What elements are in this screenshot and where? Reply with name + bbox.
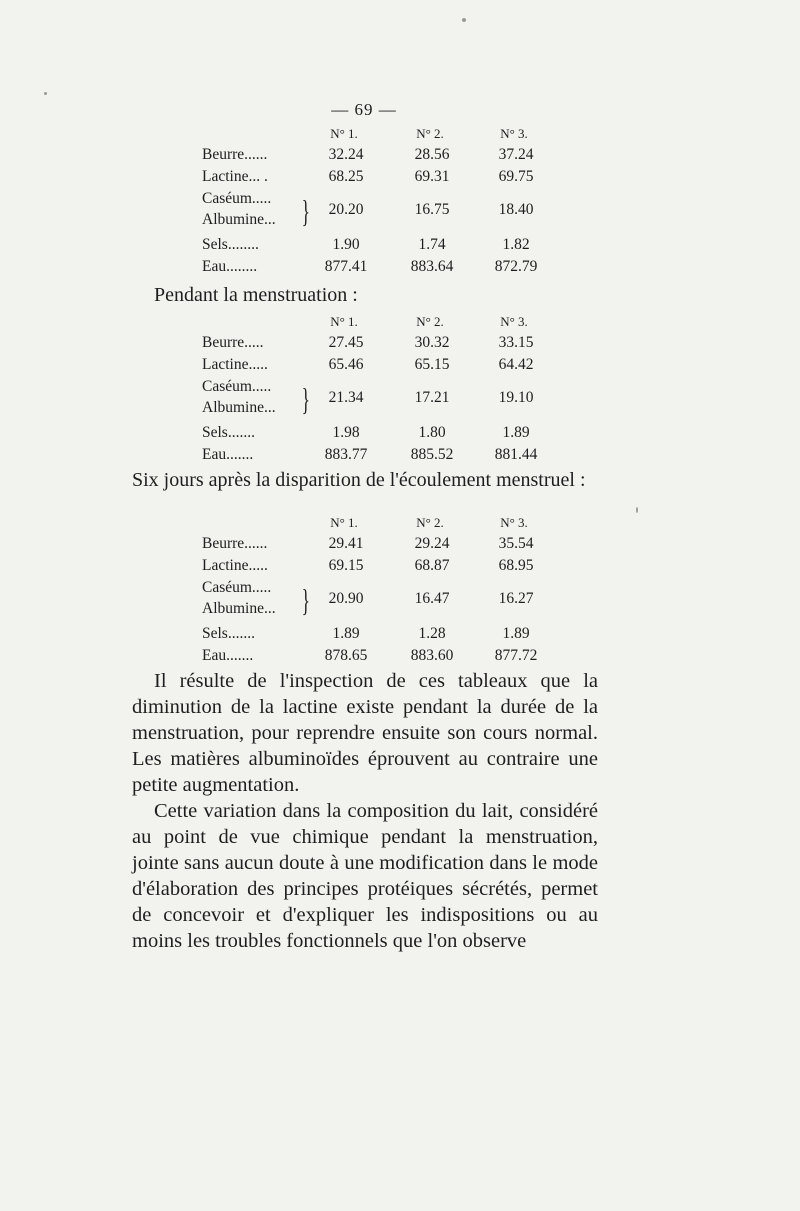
- row-label-second: Albumine...: [202, 399, 276, 416]
- col-header-3: N° 3.: [500, 314, 528, 329]
- row-label: Sels.......: [202, 625, 255, 642]
- col-header-1: N° 1.: [330, 515, 358, 530]
- table-row: [200, 557, 580, 579]
- cell-value: 1.89: [332, 625, 360, 642]
- table-row: [200, 236, 580, 258]
- cell-value: 19.10: [498, 389, 534, 406]
- cell-value: 883.60: [410, 647, 454, 664]
- row-label: Caséum.....: [202, 579, 272, 596]
- cell-value: 64.42: [498, 356, 534, 373]
- composition-table-during: [200, 314, 580, 468]
- cell-value: 1.89: [502, 424, 530, 441]
- cell-value: 68.25: [328, 168, 364, 185]
- row-label: Eau.......: [202, 647, 254, 664]
- row-label-second: Albumine...: [202, 211, 276, 228]
- brace-glyph: }: [301, 381, 310, 417]
- section-heading-after: Six jours après la disparition de l'écoulement menstruel :: [132, 469, 586, 491]
- cell-value: 17.21: [414, 389, 450, 406]
- table-header: [200, 126, 580, 146]
- row-label: Sels.......: [202, 424, 255, 441]
- paper-speck: [462, 18, 466, 22]
- table-row: [200, 535, 580, 557]
- table-row: [200, 168, 580, 190]
- cell-value: 21.34: [328, 389, 364, 406]
- col-header-1: N° 1.: [330, 314, 358, 329]
- paragraph-text: Il résulte de l'inspection de ces tableaux que la diminution de la lactine existe pendant la durée de la menstruation, pour reprendre ensuite son cours normal. Les matières albuminoïdes éprouvent au contraire une petite augmentation.: [132, 670, 598, 796]
- cell-value: 883.77: [324, 446, 368, 463]
- row-label: Sels........: [202, 236, 259, 253]
- table-header: [200, 515, 580, 535]
- row-label: Beurre.....: [202, 334, 264, 351]
- row-label-second: Albumine...: [202, 600, 276, 617]
- table-row: [200, 146, 580, 168]
- page-number: — 69 —: [331, 100, 397, 119]
- cell-value: 29.41: [328, 535, 364, 552]
- col-header-3: N° 3.: [500, 515, 528, 530]
- col-header-3: N° 3.: [500, 126, 528, 141]
- cell-value: 69.75: [498, 168, 534, 185]
- table-row: [200, 334, 580, 356]
- row-label: Beurre......: [202, 146, 268, 163]
- table-row-grouped: [200, 190, 580, 236]
- cell-value: 878.65: [324, 647, 368, 664]
- cell-value: 29.24: [414, 535, 450, 552]
- cell-value: 69.15: [328, 557, 364, 574]
- row-label: Eau........: [202, 258, 258, 275]
- brace-glyph: }: [301, 193, 310, 229]
- table-header: [200, 314, 580, 334]
- table-row-grouped: [200, 378, 580, 424]
- cell-value: 1.90: [332, 236, 360, 253]
- cell-value: 1.74: [418, 236, 446, 253]
- cell-value: 35.54: [498, 535, 534, 552]
- paragraph-text: Cette variation dans la composition du lait, considéré au point de vue chimique pendant la menstruation, jointe sans aucun doute à une modification dans le mode d'élaboration des principes protéiques sécrétés, permet de concevoir et d'expliquer les indispositions ou au moins les troubles fonctionnels que l'on observe: [132, 800, 598, 952]
- cell-value: 885.52: [410, 446, 454, 463]
- col-header-1: N° 1.: [330, 126, 358, 141]
- cell-value: 881.44: [494, 446, 538, 463]
- row-label: Lactine... .: [202, 168, 268, 185]
- cell-value: 1.28: [418, 625, 446, 642]
- paper-speck: [636, 507, 638, 513]
- section-heading-menstruation: Pendant la menstruation :: [154, 284, 358, 306]
- cell-value: 883.64: [410, 258, 454, 275]
- row-label: Caséum.....: [202, 190, 272, 207]
- cell-value: 68.87: [414, 557, 450, 574]
- cell-value: 1.89: [502, 625, 530, 642]
- cell-value: 1.98: [332, 424, 360, 441]
- cell-value: 28.56: [414, 146, 450, 163]
- col-header-2: N° 2.: [416, 314, 444, 329]
- cell-value: 27.45: [328, 334, 364, 351]
- body-paragraph-2: [132, 798, 598, 954]
- cell-value: 33.15: [498, 334, 534, 351]
- col-header-2: N° 2.: [416, 126, 444, 141]
- cell-value: 872.79: [494, 258, 538, 275]
- row-label: Caséum.....: [202, 378, 272, 395]
- brace-glyph: }: [301, 582, 310, 618]
- row-label: Lactine.....: [202, 356, 268, 373]
- cell-value: 16.47: [414, 590, 450, 607]
- cell-value: 1.80: [418, 424, 446, 441]
- cell-value: 20.20: [328, 201, 364, 218]
- cell-value: 32.24: [328, 146, 364, 163]
- cell-value: 16.27: [498, 590, 534, 607]
- cell-value: 37.24: [498, 146, 534, 163]
- table-row: [200, 258, 580, 280]
- cell-value: 18.40: [498, 201, 534, 218]
- col-header-2: N° 2.: [416, 515, 444, 530]
- cell-value: 69.31: [414, 168, 450, 185]
- composition-table-before: [200, 126, 580, 280]
- cell-value: 20.90: [328, 590, 364, 607]
- table-row: [200, 647, 580, 669]
- table-row: [200, 356, 580, 378]
- row-label: Lactine.....: [202, 557, 268, 574]
- cell-value: 1.82: [502, 236, 530, 253]
- cell-value: 877.72: [494, 647, 538, 664]
- cell-value: 65.15: [414, 356, 450, 373]
- row-label: Eau.......: [202, 446, 254, 463]
- cell-value: 30.32: [414, 334, 450, 351]
- row-label: Beurre......: [202, 535, 268, 552]
- table-row-grouped: [200, 579, 580, 625]
- body-paragraph-1: [132, 668, 598, 798]
- cell-value: 16.75: [414, 201, 450, 218]
- cell-value: 65.46: [328, 356, 364, 373]
- composition-table-after: [200, 515, 580, 669]
- cell-value: 68.95: [498, 557, 534, 574]
- table-row: [200, 446, 580, 468]
- table-row: [200, 424, 580, 446]
- paper-speck: [44, 92, 47, 95]
- cell-value: 877.41: [324, 258, 368, 275]
- table-row: [200, 625, 580, 647]
